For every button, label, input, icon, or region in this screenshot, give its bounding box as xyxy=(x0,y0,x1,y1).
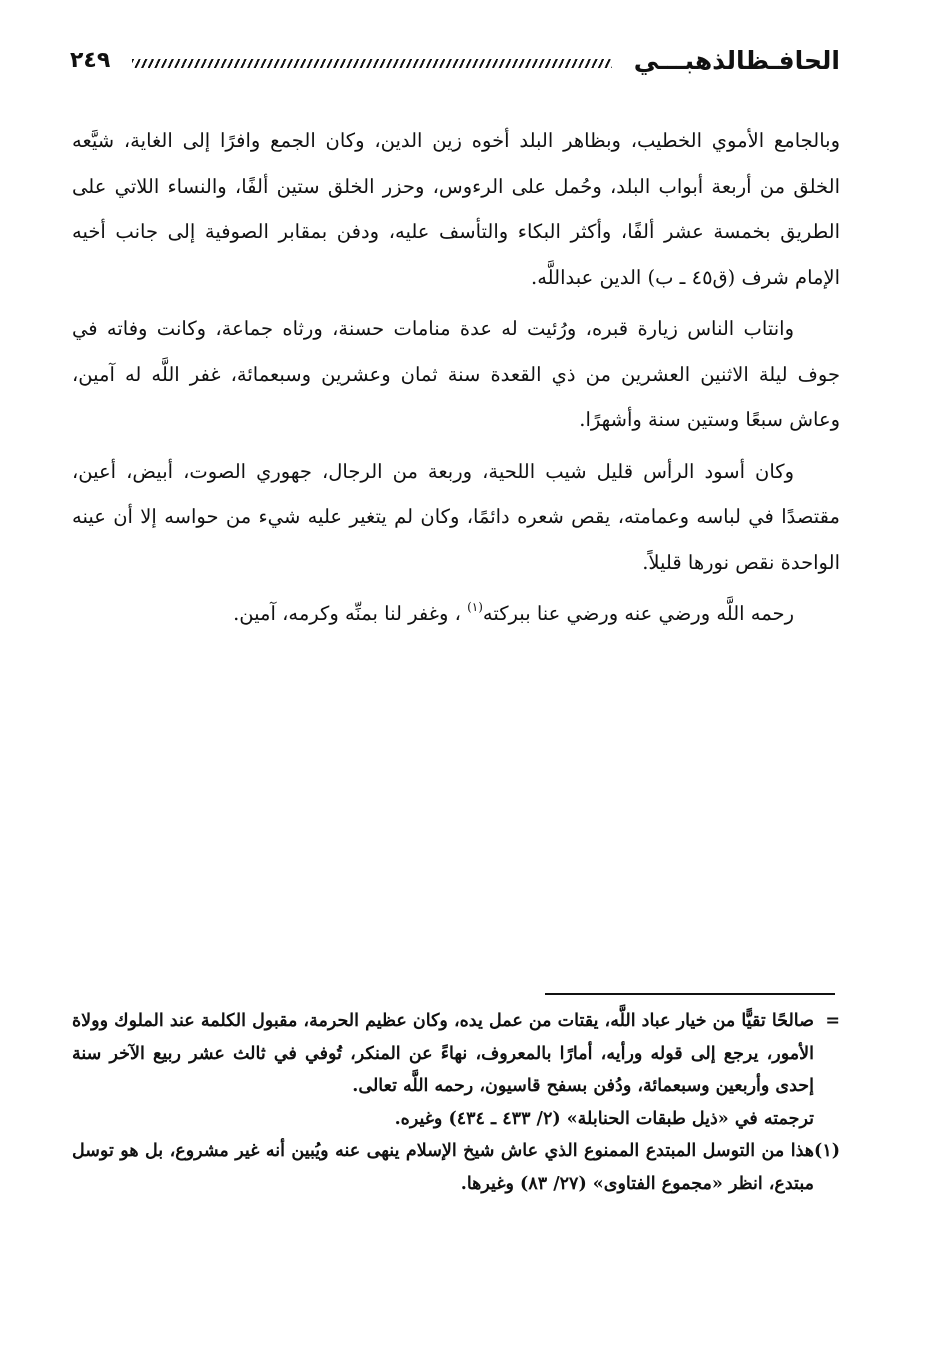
footnote-reference: (١) xyxy=(467,600,483,614)
closing-text-end: ، وغفر لنا بمنِّه وكرمه، آمين. xyxy=(233,602,468,625)
paragraph-funeral: وبالجامع الأموي الخطيب، وبظاهر البلد أخوه زين الدين، وكان الجمع وافرًا إلى الغاية، شيَّعه الخلق من أربعة أبواب البلد، وحُمل على الرءوس، وحزر الخلق ستين ألفًا، والنساء اللاتي على الطريق بخمسة عشر ألفًا، وأكثر البكاء والتأسف عليه، ودفن بمقابر الصوفية إلى جانب أخيه الإمام شرف (ق٤٥ ـ ب) الدين عبداللَّه. xyxy=(72,129,840,289)
footnote-continued xyxy=(72,1005,840,1103)
footnote-separator xyxy=(545,993,835,995)
main-text xyxy=(72,118,840,637)
paragraph-death: وانتاب الناس زيارة قبره، ورُئيت له عدة منامات حسنة، ورثاه جماعة، وكانت وفاته في جوف ليلة الاثنين العشرين من ذي القعدة سنة ثمان وعشرين وسبعمائة، غفر اللَّه له آمين، وعاش سبعًا وستين سنة وأشهرًا. xyxy=(72,317,840,431)
continuation-marker: = xyxy=(825,1011,840,1031)
footnote-1-text: هذا من التوسل المبتدع الممنوع الذي عاش شيخ الإسلام ينهى عنه ويُبين أنه غير مشروع، بل هو توسل مبتدع، انظر «مجموع الفتاوى» (٢٧/ ٨٣) وغيرها. xyxy=(72,1141,814,1194)
page-header xyxy=(70,40,840,80)
footnote-source: ترجمته في «ذيل طبقات الحنابلة» (٢/ ٤٣٣ ـ ٤٣٤) وغيره. xyxy=(394,1108,814,1129)
footnotes xyxy=(72,1005,840,1200)
footnote-continued-text: صالحًا تقيًّا من خيار عباد اللَّه، يقتات من عمل يده، وكان عظيم الحرمة، مقبول الكلمة عند الملوك وولاة الأمور، يرجع إلى قوله ورأيه، أمارًا بالمعروف، نهاءً عن المنكر، تُوفي في ثالث عشر ربيع الآخر سنة إحدى وأربعين وسبعمائة، ودُفن بسفح قاسيون، رحمه اللَّه تعالى. xyxy=(72,1011,814,1096)
paragraph-closing xyxy=(72,591,840,637)
paragraph-description: وكان أسود الرأس قليل شيب اللحية، وربعة من الرجال، جهوري الصوت، أبيض، أعين، مقتصدًا في لباسه وعمامته، يقص شعره دائمًا، وكان لم يتغير عليه شيء من حواسه إلا أن عينه الواحدة نقص نورها قليلاً. xyxy=(72,459,840,574)
footnote-1-marker: (١) xyxy=(814,1141,840,1161)
header-decorative-rule xyxy=(132,59,611,68)
footnote-1 xyxy=(72,1135,840,1200)
page-number: ٢٤٩ xyxy=(70,47,111,73)
running-title: الحافـظالذهبـــي xyxy=(633,45,840,75)
closing-text: رحمه اللَّه ورضي عنه ورضي عنا ببركته xyxy=(482,602,794,625)
